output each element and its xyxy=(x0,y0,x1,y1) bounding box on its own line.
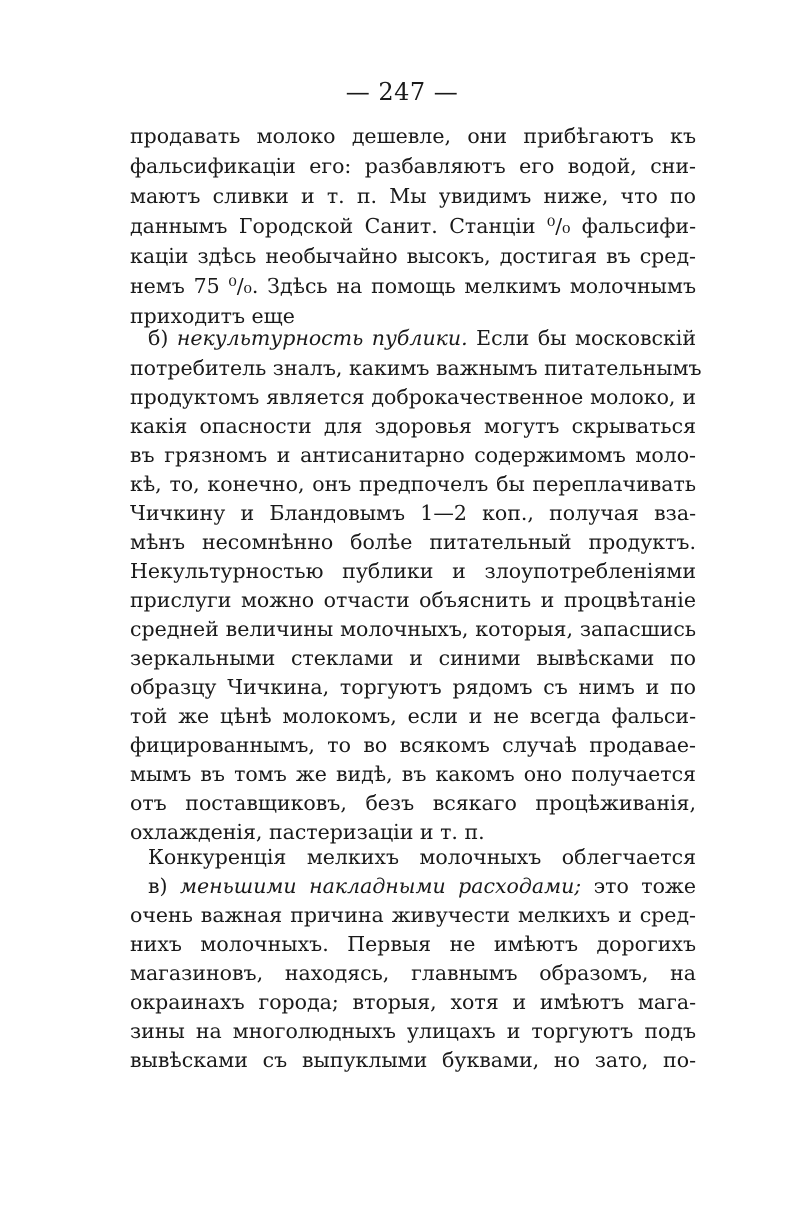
text-line: зеркальными стеклами и синими вывѣсками по xyxy=(130,646,696,670)
text-line-section-b xyxy=(148,322,696,354)
text-line: окраинахъ города; вторыя, хотя и имѣютъ мага- xyxy=(130,990,696,1014)
text-line: въ грязномъ и антисанитарно содержимомъ моло- xyxy=(130,443,696,467)
page-number: — 247 — xyxy=(345,78,459,106)
text-line: даннымъ Городской Санит. Станціи ⁰/₀ фальсифи- xyxy=(130,214,696,238)
section-v-heading: меньшими накладными расходами; xyxy=(180,874,582,898)
text-line: мѣнъ несомнѣнно болѣе питательный продуктъ. xyxy=(130,530,696,554)
section-v-rest: это тоже xyxy=(581,874,696,898)
text-line: немъ 75 ⁰/₀. Здѣсь на помощь мелкимъ молочнымъ xyxy=(130,274,696,298)
text-line: той же цѣнѣ молокомъ, если и не всегда фальси- xyxy=(130,704,696,728)
text-line: средней величины молочныхъ, которыя, запасшись xyxy=(130,617,696,641)
text-line: очень важная причина живучести мелкихъ и сред- xyxy=(130,903,696,927)
section-b-prefix: б) xyxy=(148,326,177,350)
text-line: зины на многолюдныхъ улицахъ и торгуютъ подъ xyxy=(130,1019,696,1043)
text-line: фальсификаціи его: разбавляютъ его водой, сни- xyxy=(130,154,696,178)
text-line: какія опасности для здоровья могутъ скрываться xyxy=(130,414,696,438)
text-line: Конкуренція мелкихъ молочныхъ облегчается xyxy=(148,845,696,869)
text-line: продуктомъ является доброкачественное молоко, и xyxy=(130,385,696,409)
text-line: потребитель зналъ, какимъ важнымъ питательнымъ xyxy=(130,356,702,380)
text-line: продавать молоко дешевле, они прибѣгаютъ къ xyxy=(130,124,696,148)
text-line: каціи здѣсь необычайно высокъ, достигая въ сред- xyxy=(130,244,696,268)
text-line: фицированнымъ, то во всякомъ случаѣ продавае- xyxy=(130,733,696,757)
text-line: приходитъ еще xyxy=(130,304,295,328)
text-line: прислуги можно отчасти объяснить и процвѣтаніе xyxy=(130,588,696,612)
text-line: вывѣсками съ выпуклыми буквами, но зато, по- xyxy=(130,1048,696,1072)
text-line: нихъ молочныхъ. Первыя не имѣютъ дорогихъ xyxy=(130,932,696,956)
text-line: магазиновъ, находясь, главнымъ образомъ, на xyxy=(130,961,696,985)
section-b-rest: Если бы московскій xyxy=(467,326,697,350)
text-line: кѣ, то, конечно, онъ предпочелъ бы переплачивать xyxy=(130,472,696,496)
text-line: мымъ въ томъ же видѣ, въ какомъ оно получается xyxy=(130,762,696,786)
text-line: образцу Чичкина, торгуютъ рядомъ съ нимъ и по xyxy=(130,675,696,699)
text-line: отъ поставщиковъ, безъ всякаго процѣживанія, xyxy=(130,791,696,815)
text-line-section-v xyxy=(148,870,696,902)
text-line: охлажденія, пастеризаціи и т. п. xyxy=(130,820,485,844)
text-line: Некультурностью публики и злоупотребленіями xyxy=(130,559,696,583)
section-b-heading: некультурность публики. xyxy=(176,326,468,350)
text-line: Чичкину и Бландовымъ 1—2 коп., получая вза- xyxy=(130,501,696,525)
text-line: маютъ сливки и т. п. Мы увидимъ ниже, что по xyxy=(130,184,696,208)
section-v-prefix: в) xyxy=(148,874,180,898)
